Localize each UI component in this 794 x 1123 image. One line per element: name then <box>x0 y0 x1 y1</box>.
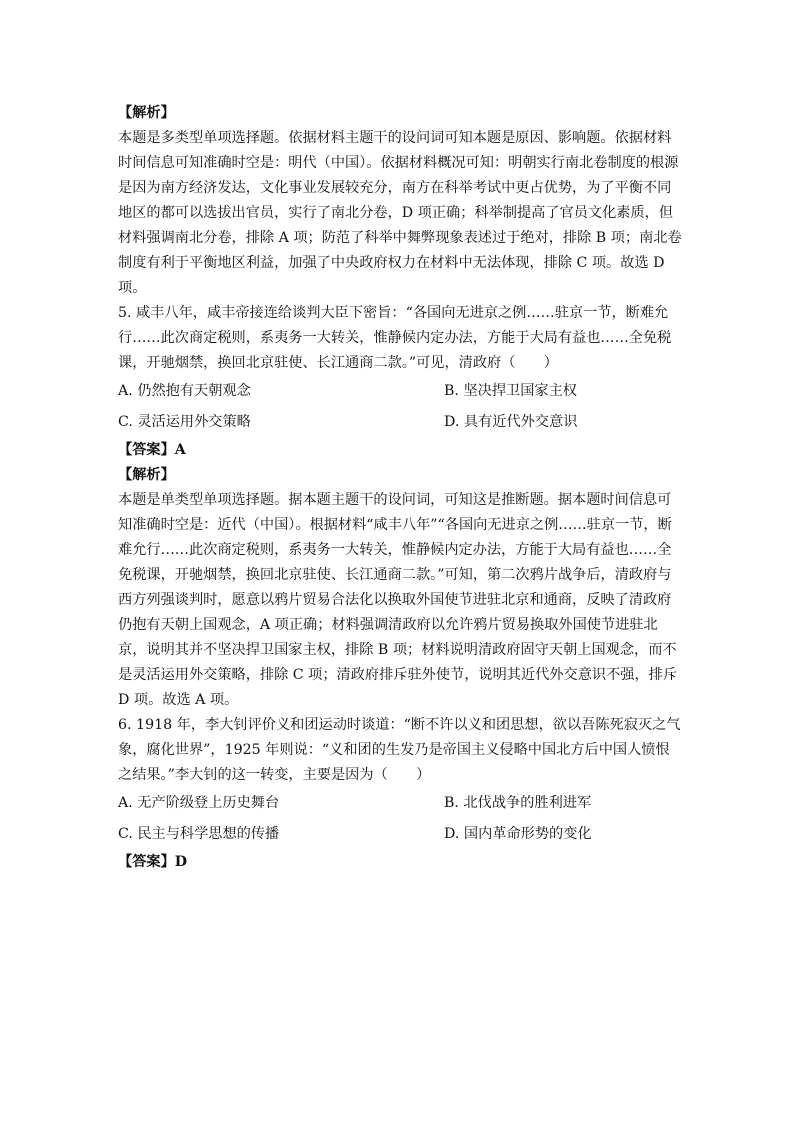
options-row <box>118 819 678 850</box>
option-c: C. 灵活运用外交策略 <box>118 414 251 430</box>
question-stem-line: 象，腐化世界”，1925 年则说：“义和团的生发乃是帝国主义侵略中国北方后中国人愤恨 <box>118 742 670 758</box>
question-stem-line: 5. 咸丰八年，咸丰帝接连给谈判大臣下密旨：“各国向无进京之例……驻京一节，断难允 <box>118 305 669 321</box>
options-row <box>118 788 678 819</box>
analysis-line: 仍抱有天朝上国观念，A 项正确；材料强调清政府以允许鸦片贸易换取外国使节进驻北 <box>118 617 658 633</box>
analysis-line: 是因为南方经济发达，文化事业发展较充分，南方在科举考试中更占优势，为了平衡不同 <box>118 180 672 196</box>
analysis-line: 难允行……此次商定税则，系夷务一大转关，惟静候内定办法，方能于大局有益也……全 <box>118 542 672 558</box>
option-c: C. 民主与科学思想的传播 <box>118 826 280 842</box>
analysis-line: 本题是多类型单项选择题。依据材料主题干的设问词可知本题是原因、影响题。依据材料 <box>118 130 672 146</box>
question-stem-line: 行……此次商定税则，系夷务一大转关，惟静候内定办法，方能于大局有益也……全免税 <box>118 330 672 346</box>
option-a: A. 仍然抱有天朝观念 <box>118 383 251 399</box>
analysis-line: 免税课，开驰烟禁，换回北京驻使、长江通商二款。”可知，第二次鸦片战争后，清政府与 <box>118 567 672 583</box>
option-b: B. 坚决捍卫国家主权 <box>444 383 577 399</box>
question-stem-line: 之结果。”李大钊的这一转变，主要是因为（ ） <box>118 767 431 783</box>
question-stem-line: 课，开驰烟禁，换回北京驻使、长江通商二款。”可见，清政府（ ） <box>118 355 558 371</box>
analysis-line: 时间信息可知准确时空是：明代（中国）。依据材料概况可知：明朝实行南北卷制度的根源 <box>118 155 679 171</box>
question-6 <box>118 713 681 875</box>
analysis-heading: 【解析】 <box>118 467 175 483</box>
options-row <box>118 376 678 407</box>
option-a: A. 无产阶级登上历史舞台 <box>118 795 280 811</box>
document-page <box>118 101 682 875</box>
option-d: D. 国内革命形势的变化 <box>444 826 592 842</box>
analysis-line: 西方列强谈判时，愿意以鸦片贸易合法化以换取外国使节进驻北京和通商，反映了清政府 <box>118 592 672 608</box>
answer-label: 【答案】A <box>118 442 186 458</box>
analysis-line: 材料强调南北分卷，排除 A 项；防范了科举中舞弊现象表述过于绝对，排除 B 项；南北卷 <box>118 230 682 246</box>
analysis-line: 制度有利于平衡地区利益，加强了中央政府权力在材料中无法体现，排除 C 项。故选 D <box>118 255 665 271</box>
analysis-section-q4 <box>118 101 682 301</box>
option-b: B. 北伐战争的胜利进军 <box>444 795 592 811</box>
question-5 <box>118 301 678 713</box>
analysis-line: 本题是单类型单项选择题。据本题主题干的设问词，可知这是推断题。据本题时间信息可 <box>118 492 672 508</box>
answer-label: 【答案】D <box>118 854 188 870</box>
analysis-line: 地区的都可以选拔出官员，实行了南北分卷，D 项正确；科举制提高了官员文化素质，但 <box>118 205 674 221</box>
option-d: D. 具有近代外交意识 <box>444 414 578 430</box>
analysis-line: 是灵活运用外交策略，排除 C 项；清政府排斥驻外使节，说明其近代外交意识不强，排斥 <box>118 667 678 683</box>
question-stem-line: 6. 1918 年，李大钊评价义和团运动时谈道：“断不许以义和团思想，欲以吾陈死寂灭之气 <box>118 717 681 733</box>
analysis-line: 京，说明其并不坚决捍卫国家主权，排除 B 项；材料说明清政府固守天朝上国观念，而不 <box>118 642 677 658</box>
options-row <box>118 407 678 438</box>
analysis-line: 知准确时空是：近代（中国）。根据材料“咸丰八年”“各国向无进京之例……驻京一节，断 <box>118 517 672 533</box>
analysis-line: D 项。故选 A 项。 <box>118 692 239 708</box>
analysis-heading: 【解析】 <box>118 105 175 121</box>
analysis-line: 项。 <box>118 280 147 296</box>
